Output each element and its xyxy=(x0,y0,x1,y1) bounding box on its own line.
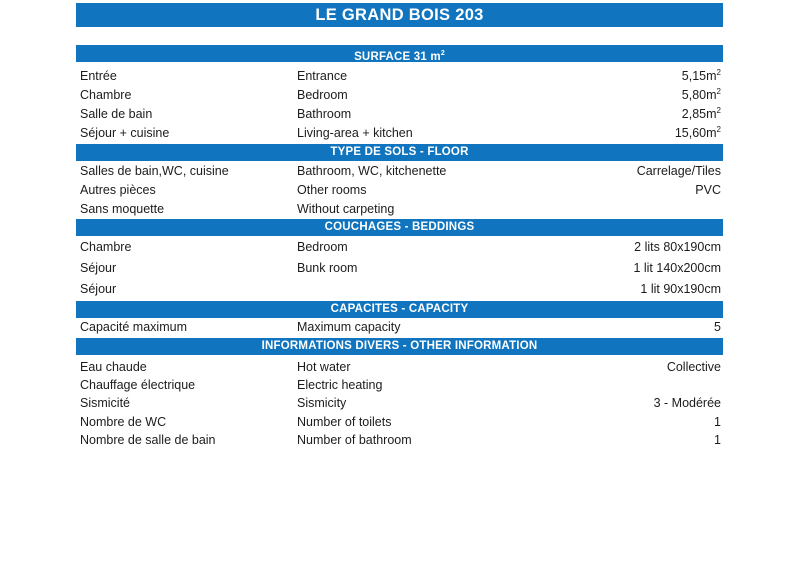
document-page xyxy=(76,3,723,449)
row-value xyxy=(675,125,723,140)
row-label-fr: Séjour xyxy=(80,260,117,275)
section-header-label: CAPACITES - CAPACITY xyxy=(330,303,469,315)
table-row xyxy=(76,431,723,449)
row-value: Carrelage/Tiles xyxy=(636,163,721,178)
row-label-fr: Salles de bain,WC, cuisine xyxy=(80,163,229,178)
row-value: Collective xyxy=(666,359,721,374)
row-label-en: Bunk room xyxy=(297,260,358,275)
row-label-fr: Salle de bain xyxy=(80,106,153,121)
row-label-en: Without carpeting xyxy=(297,201,395,216)
row-label-fr: Nombre de salle de bain xyxy=(80,432,216,447)
row-value xyxy=(682,87,723,102)
table-row xyxy=(76,161,723,180)
table-row xyxy=(76,394,723,412)
row-label-en: Number of toilets xyxy=(297,414,392,429)
superscript: 2 xyxy=(440,50,445,57)
row-value: 1 lit 140x200cm xyxy=(633,260,721,275)
row-label-fr: Autres pièces xyxy=(80,182,156,197)
superscript: 2 xyxy=(716,86,721,96)
row-label-en: Other rooms xyxy=(297,182,367,197)
row-label-fr: Séjour xyxy=(80,281,117,296)
table-row xyxy=(76,358,723,376)
section-header-label: TYPE DE SOLS - FLOOR xyxy=(330,146,469,158)
row-value: PVC xyxy=(695,182,721,197)
table-row xyxy=(76,318,723,336)
page-title: LE GRAND BOIS 203 xyxy=(76,3,723,27)
row-value: 5 xyxy=(714,319,721,334)
section-header-label: SURFACE 31 m xyxy=(354,50,441,63)
section-rows xyxy=(76,236,723,299)
superscript: 2 xyxy=(716,67,721,77)
table-row xyxy=(76,278,723,299)
section-header-surface xyxy=(76,45,723,62)
table-row xyxy=(76,85,723,104)
table-row xyxy=(76,123,723,142)
table-row xyxy=(76,66,723,85)
superscript: 2 xyxy=(716,124,721,134)
row-label-fr: Chauffage électrique xyxy=(80,377,196,392)
section-other-information xyxy=(76,338,723,449)
section-rows xyxy=(76,62,723,142)
section-header-label: COUCHAGES - BEDDINGS xyxy=(324,221,475,233)
table-row xyxy=(76,236,723,257)
section-header-floor xyxy=(76,144,723,161)
row-label-en: Entrance xyxy=(297,68,348,83)
section-rows xyxy=(76,355,723,449)
row-label-en: Number of bathroom xyxy=(297,432,412,447)
table-row xyxy=(76,104,723,123)
row-label-fr: Sismicité xyxy=(80,396,131,411)
row-label-fr: Sans moquette xyxy=(80,201,165,216)
row-value xyxy=(682,106,723,121)
row-label-en: Bathroom xyxy=(297,106,352,121)
row-label-fr: Capacité maximum xyxy=(80,319,187,334)
superscript: 2 xyxy=(716,105,721,115)
row-label-fr: Chambre xyxy=(80,87,132,102)
section-surface xyxy=(76,45,723,142)
row-label-en: Bathroom, WC, kitchenette xyxy=(297,163,447,178)
table-row xyxy=(76,257,723,278)
section-header-capacity xyxy=(76,301,723,318)
section-header-other-information xyxy=(76,338,723,355)
table-row xyxy=(76,180,723,199)
table-row xyxy=(76,199,723,218)
row-label-fr: Séjour + cuisine xyxy=(80,125,170,140)
row-value: 3 - Modérée xyxy=(653,396,721,411)
section-rows xyxy=(76,318,723,336)
section-floor xyxy=(76,144,723,218)
row-value-text: 5,15m xyxy=(681,69,717,84)
row-value: 1 lit 90x190cm xyxy=(640,281,721,296)
row-label-fr: Chambre xyxy=(80,239,132,254)
table-row xyxy=(76,412,723,430)
section-header-beddings xyxy=(76,219,723,236)
section-beddings xyxy=(76,219,723,299)
section-rows xyxy=(76,161,723,218)
row-label-en: Living-area + kitchen xyxy=(297,125,413,140)
row-value-text: 2,85m xyxy=(681,107,717,122)
row-value-text: 15,60m xyxy=(674,126,717,141)
row-label-en: Maximum capacity xyxy=(297,319,401,334)
table-row xyxy=(76,376,723,394)
row-label-fr: Eau chaude xyxy=(80,359,147,374)
row-value-text: 5,80m xyxy=(681,88,717,103)
row-label-fr: Nombre de WC xyxy=(80,414,167,429)
row-value: 2 lits 80x190cm xyxy=(634,239,721,254)
row-label-en: Bedroom xyxy=(297,87,348,102)
row-label-en: Bedroom xyxy=(297,239,348,254)
row-value: 1 xyxy=(714,414,721,429)
row-label-fr: Entrée xyxy=(80,68,117,83)
row-label-en: Electric heating xyxy=(297,377,383,392)
row-value: 1 xyxy=(714,432,721,447)
section-header-label: INFORMATIONS DIVERS - OTHER INFORMATION xyxy=(261,339,538,352)
row-value xyxy=(682,68,723,83)
section-capacity xyxy=(76,301,723,336)
row-label-en: Sismicity xyxy=(297,396,347,411)
row-label-en: Hot water xyxy=(297,359,351,374)
